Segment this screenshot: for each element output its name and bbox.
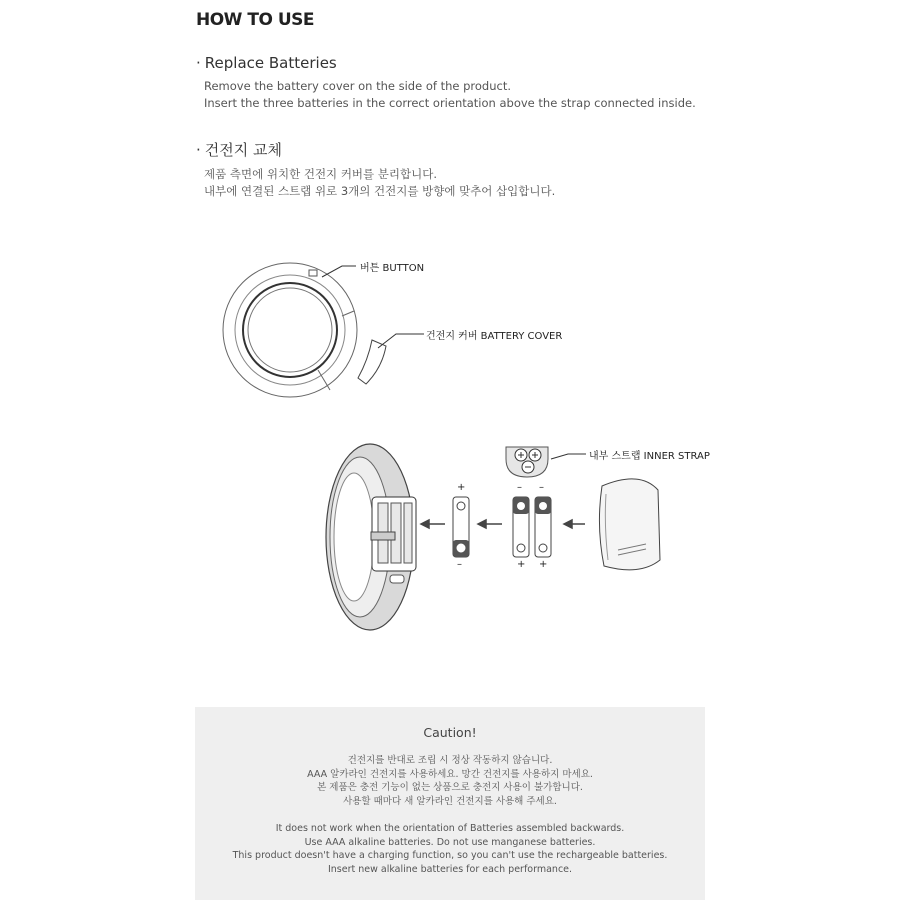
caution-line: Insert new alkaline batteries for each performance. (327, 863, 573, 875)
inner-strap-label: 내부 스트랩 INNER STRAP (589, 451, 710, 462)
caution-line: 본 제품은 충전 기능이 없는 상품으로 충전지 사용이 불가합니다. (317, 782, 583, 793)
instruction-line: 내부에 연결된 스트랩 위로 3개의 건전지를 방향에 맞추어 삽입합니다. (204, 184, 556, 198)
battery-cover-label: 건전지 커버 BATTERY COVER (426, 331, 563, 342)
caution-title: Caution! (423, 725, 477, 740)
caution-line: This product doesn't have a charging function, so you can't use the rechargeable batteries. (232, 850, 668, 861)
heading-text: 건전지 교체 (204, 141, 282, 159)
battery-cover-icon (599, 479, 660, 570)
ring-top-illustration (223, 263, 357, 397)
caution-line: 사용할 때마다 새 알카라인 건전지를 사용해 주세요. (343, 795, 557, 807)
plus-sign: + (539, 559, 548, 570)
bullet: · (196, 54, 201, 72)
button-label: 버튼 BUTTON (360, 263, 425, 274)
plus-sign: + (517, 559, 526, 570)
ring-side-illustration (326, 444, 416, 630)
minus-sign: – (539, 482, 544, 493)
instruction-line: Remove the battery cover on the side of the product. (204, 79, 511, 93)
instruction-line: Insert the three batteries in the correct orientation above the strap connected inside. (204, 96, 696, 110)
caution-line: 건전지를 반대로 조립 시 정상 작동하지 않습니다. (347, 755, 553, 766)
bullet: · (196, 141, 201, 159)
caution-line: Use AAA alkaline batteries. Do not use manganese batteries. (304, 836, 596, 848)
button-leader (322, 266, 356, 277)
arrow-icon (421, 520, 585, 528)
minus-sign: – (517, 482, 522, 493)
caution-ko (195, 754, 705, 808)
inner-strap-icon (506, 447, 548, 477)
heading-text: Replace Batteries (204, 54, 337, 72)
instruction-line: 제품 측면에 위치한 건전지 커버를 분리합니다. (204, 167, 438, 181)
button-icon (309, 270, 317, 276)
strap-leader (551, 454, 586, 459)
plus-sign: + (457, 482, 466, 493)
battery-icon (453, 497, 469, 557)
caution-line: AAA 알카라인 건전지를 사용하세요. 망간 건전지를 사용하지 마세요. (307, 768, 593, 780)
caution-box (195, 707, 705, 900)
caution-line: It does not work when the orientation of Batteries assembled backwards. (275, 823, 625, 834)
minus-sign: – (457, 559, 462, 570)
caution-en (195, 822, 705, 876)
page-title: HOW TO USE (196, 10, 314, 30)
battery-cover-piece (358, 340, 386, 384)
battery-pair-icon (513, 497, 551, 557)
